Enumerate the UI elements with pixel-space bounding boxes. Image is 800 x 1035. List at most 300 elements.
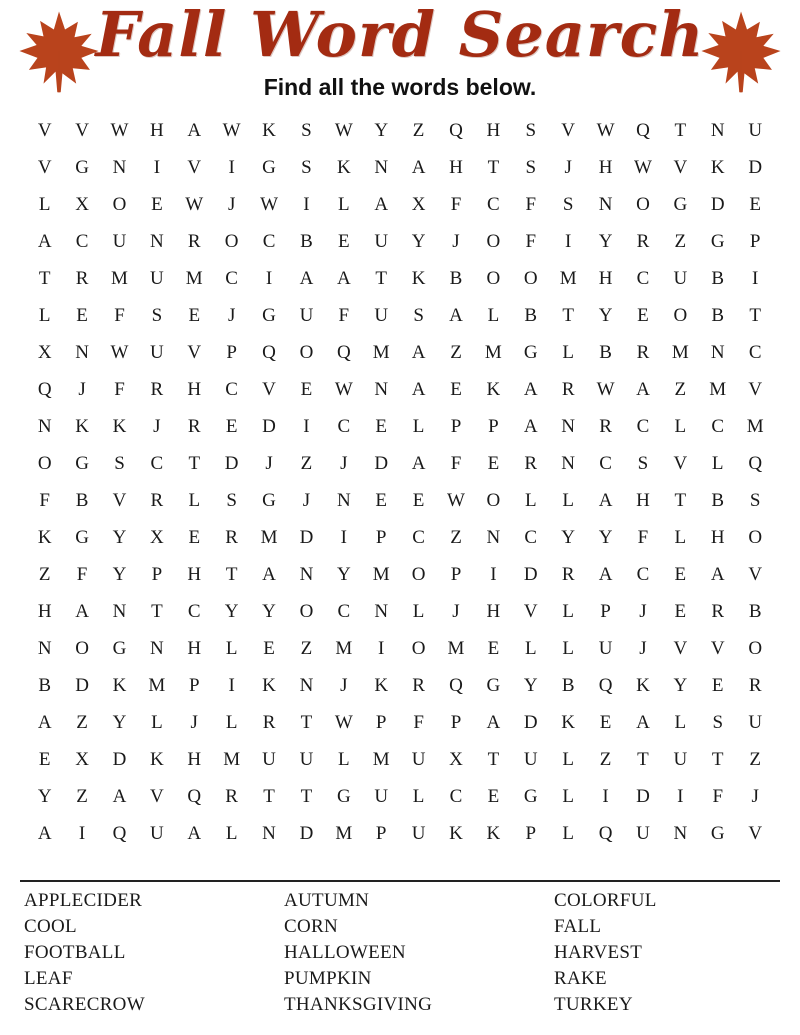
grid-cell[interactable]: Z [749, 749, 762, 770]
grid-cell[interactable]: R [187, 231, 201, 252]
grid-cell[interactable]: Q [748, 453, 763, 474]
grid-cell[interactable]: N [561, 453, 576, 474]
grid-cell[interactable]: M [223, 749, 241, 770]
grid-cell[interactable]: C [225, 379, 238, 400]
grid-cell[interactable]: U [299, 749, 314, 770]
grid-cell[interactable]: H [598, 268, 613, 289]
grid-cell[interactable]: Y [224, 601, 239, 622]
grid-cell[interactable]: I [565, 231, 572, 252]
grid-cell[interactable]: S [749, 490, 761, 511]
grid-cell[interactable]: L [562, 786, 574, 807]
grid-cell[interactable]: A [411, 379, 426, 400]
grid-cell[interactable]: L [412, 601, 425, 622]
grid-cell[interactable]: J [227, 194, 236, 215]
grid-cell[interactable]: K [636, 675, 650, 696]
grid-cell[interactable]: S [151, 305, 163, 326]
grid-cell[interactable]: G [75, 453, 89, 474]
grid-cell[interactable]: Z [300, 453, 313, 474]
grid-cell[interactable]: U [748, 712, 763, 733]
grid-cell[interactable]: L [674, 712, 687, 733]
grid-cell[interactable]: F [39, 490, 50, 511]
grid-cell[interactable]: G [673, 194, 688, 215]
grid-cell[interactable]: K [561, 712, 576, 733]
grid-cell[interactable]: N [37, 416, 52, 437]
grid-cell[interactable]: L [562, 601, 574, 622]
grid-cell[interactable]: N [112, 157, 127, 178]
grid-cell[interactable]: H [449, 157, 463, 178]
grid-cell[interactable]: H [598, 157, 613, 178]
grid-cell[interactable]: L [711, 453, 724, 474]
grid-cell[interactable]: R [599, 416, 612, 437]
grid-cell[interactable]: U [299, 305, 314, 326]
grid-cell[interactable]: C [337, 416, 351, 437]
grid-cell[interactable]: V [523, 601, 538, 622]
grid-cell[interactable]: P [450, 564, 462, 585]
grid-cell[interactable]: W [447, 490, 465, 511]
grid-cell[interactable]: K [262, 675, 276, 696]
grid-cell[interactable]: E [38, 749, 51, 770]
grid-cell[interactable]: P [525, 823, 537, 844]
grid-cell[interactable]: J [78, 379, 86, 400]
grid-cell[interactable]: V [748, 823, 763, 844]
grid-cell[interactable]: Z [450, 527, 462, 548]
grid-cell[interactable]: B [711, 305, 725, 326]
grid-cell[interactable]: A [411, 342, 426, 363]
grid-cell[interactable]: U [673, 268, 688, 289]
grid-cell[interactable]: Y [112, 527, 127, 548]
grid-cell[interactable]: U [523, 749, 538, 770]
grid-cell[interactable]: Z [76, 712, 88, 733]
grid-cell[interactable]: E [76, 305, 88, 326]
grid-cell[interactable]: T [38, 268, 51, 289]
grid-cell[interactable]: K [112, 416, 127, 437]
grid-cell[interactable]: M [709, 379, 727, 400]
grid-cell[interactable]: J [227, 305, 236, 326]
grid-cell[interactable]: A [75, 601, 89, 622]
grid-cell[interactable]: E [375, 416, 388, 437]
grid-cell[interactable]: A [636, 712, 650, 733]
grid-cell[interactable]: C [487, 194, 500, 215]
grid-cell[interactable]: E [188, 305, 201, 326]
grid-cell[interactable]: P [375, 823, 387, 844]
grid-cell[interactable]: W [596, 379, 615, 400]
grid-cell[interactable]: D [748, 157, 763, 178]
grid-cell[interactable]: W [260, 194, 278, 215]
grid-cell[interactable]: J [452, 601, 460, 622]
grid-cell[interactable]: E [711, 675, 724, 696]
grid-cell[interactable]: G [262, 157, 276, 178]
grid-cell[interactable]: F [114, 379, 125, 400]
grid-cell[interactable]: F [76, 564, 88, 585]
grid-cell[interactable]: F [525, 231, 537, 252]
grid-cell[interactable]: K [411, 268, 426, 289]
grid-cell[interactable]: R [412, 675, 425, 696]
grid-cell[interactable]: B [449, 268, 463, 289]
grid-cell[interactable]: R [150, 490, 164, 511]
grid-cell[interactable]: D [299, 823, 314, 844]
grid-cell[interactable]: V [673, 638, 688, 659]
grid-cell[interactable]: O [486, 490, 501, 511]
grid-cell[interactable]: I [228, 675, 235, 696]
grid-cell[interactable]: D [75, 675, 89, 696]
grid-cell[interactable]: Z [38, 564, 51, 585]
grid-cell[interactable]: H [486, 601, 501, 622]
grid-cell[interactable]: Y [561, 527, 576, 548]
grid-cell[interactable]: J [340, 675, 348, 696]
grid-cell[interactable]: W [110, 342, 129, 363]
grid-cell[interactable]: N [75, 342, 89, 363]
grid-cell[interactable]: J [452, 231, 460, 252]
grid-cell[interactable]: J [265, 453, 273, 474]
grid-cell[interactable]: Y [262, 601, 276, 622]
grid-cell[interactable]: Z [599, 749, 612, 770]
grid-cell[interactable]: T [300, 712, 313, 733]
grid-cell[interactable]: E [225, 416, 238, 437]
grid-cell[interactable]: S [525, 120, 537, 141]
grid-cell[interactable]: G [523, 342, 538, 363]
grid-cell[interactable]: M [335, 638, 353, 659]
grid-cell[interactable]: T [487, 749, 500, 770]
grid-cell[interactable]: I [340, 527, 347, 548]
grid-cell[interactable]: A [411, 157, 426, 178]
grid-cell[interactable]: A [37, 712, 52, 733]
grid-cell[interactable]: Y [336, 564, 351, 585]
grid-cell[interactable]: U [598, 638, 613, 659]
grid-cell[interactable]: G [710, 231, 725, 252]
grid-cell[interactable]: T [375, 268, 388, 289]
grid-cell[interactable]: F [413, 712, 424, 733]
grid-cell[interactable]: O [486, 268, 501, 289]
grid-cell[interactable]: Y [598, 527, 613, 548]
grid-cell[interactable]: A [636, 379, 650, 400]
grid-cell[interactable]: T [749, 305, 762, 326]
grid-cell[interactable]: A [187, 823, 202, 844]
grid-cell[interactable]: S [301, 157, 312, 178]
grid-cell[interactable]: J [190, 712, 198, 733]
grid-cell[interactable]: W [185, 194, 204, 215]
grid-cell[interactable]: I [490, 564, 497, 585]
grid-cell[interactable]: A [598, 564, 613, 585]
grid-cell[interactable]: H [187, 564, 202, 585]
grid-cell[interactable]: Y [112, 712, 127, 733]
grid-cell[interactable]: G [336, 786, 351, 807]
grid-cell[interactable]: V [187, 157, 202, 178]
grid-cell[interactable]: H [150, 120, 164, 141]
grid-cell[interactable]: A [262, 564, 276, 585]
grid-cell[interactable]: N [299, 675, 314, 696]
grid-cell[interactable]: U [374, 305, 389, 326]
grid-cell[interactable]: E [599, 712, 612, 733]
grid-cell[interactable]: Y [374, 120, 389, 141]
grid-cell[interactable]: F [450, 194, 462, 215]
grid-cell[interactable]: E [151, 194, 163, 215]
grid-cell[interactable]: F [450, 453, 462, 474]
grid-cell[interactable]: T [188, 453, 201, 474]
grid-cell[interactable]: Y [411, 231, 426, 252]
grid-cell[interactable]: A [187, 120, 202, 141]
grid-cell[interactable]: M [671, 342, 689, 363]
grid-cell[interactable]: H [37, 601, 52, 622]
grid-cell[interactable]: Y [112, 564, 127, 585]
grid-cell[interactable]: T [151, 601, 163, 622]
grid-cell[interactable]: C [636, 268, 650, 289]
grid-cell[interactable]: C [225, 268, 238, 289]
grid-cell[interactable]: E [487, 638, 500, 659]
grid-cell[interactable]: I [677, 786, 684, 807]
grid-cell[interactable]: R [711, 601, 725, 622]
grid-cell[interactable]: I [78, 823, 86, 844]
grid-cell[interactable]: K [262, 120, 276, 141]
grid-cell[interactable]: L [225, 823, 238, 844]
grid-cell[interactable]: S [637, 453, 649, 474]
grid-cell[interactable]: P [450, 416, 462, 437]
grid-cell[interactable]: O [748, 638, 763, 659]
grid-cell[interactable]: V [673, 453, 688, 474]
grid-cell[interactable]: K [486, 823, 501, 844]
grid-cell[interactable]: X [150, 527, 164, 548]
grid-cell[interactable]: P [151, 564, 163, 585]
grid-cell[interactable]: H [187, 638, 202, 659]
grid-cell[interactable]: N [336, 490, 351, 511]
grid-cell[interactable]: G [523, 786, 538, 807]
grid-cell[interactable]: R [225, 786, 238, 807]
grid-cell[interactable]: R [636, 231, 650, 252]
grid-cell[interactable]: A [523, 379, 538, 400]
grid-cell[interactable]: I [602, 786, 609, 807]
grid-cell[interactable]: T [300, 786, 313, 807]
grid-cell[interactable]: K [37, 527, 52, 548]
grid-cell[interactable]: W [633, 157, 652, 178]
grid-cell[interactable]: P [375, 527, 387, 548]
grid-cell[interactable]: L [674, 527, 687, 548]
grid-cell[interactable]: W [110, 120, 129, 141]
grid-cell[interactable]: K [112, 675, 127, 696]
grid-cell[interactable]: N [598, 194, 613, 215]
grid-cell[interactable]: Y [598, 305, 613, 326]
grid-cell[interactable]: G [710, 823, 725, 844]
grid-cell[interactable]: L [524, 638, 537, 659]
grid-cell[interactable]: L [338, 194, 350, 215]
grid-cell[interactable]: S [562, 194, 574, 215]
grid-cell[interactable]: P [450, 712, 462, 733]
grid-cell[interactable]: N [150, 638, 164, 659]
grid-cell[interactable]: W [334, 120, 353, 141]
grid-cell[interactable]: C [636, 416, 650, 437]
grid-cell[interactable]: J [302, 490, 311, 511]
grid-cell[interactable]: K [374, 675, 389, 696]
grid-cell[interactable]: U [374, 231, 389, 252]
grid-cell[interactable]: V [748, 564, 763, 585]
grid-cell[interactable]: M [447, 638, 465, 659]
grid-cell[interactable]: P [188, 675, 200, 696]
grid-cell[interactable]: F [338, 305, 350, 326]
grid-cell[interactable]: W [222, 120, 241, 141]
grid-cell[interactable]: Y [523, 675, 538, 696]
grid-cell[interactable]: W [334, 379, 353, 400]
grid-cell[interactable]: M [372, 342, 390, 363]
grid-cell[interactable]: K [710, 157, 725, 178]
grid-cell[interactable]: M [185, 268, 203, 289]
grid-cell[interactable]: L [38, 305, 51, 326]
grid-cell[interactable]: L [562, 823, 574, 844]
grid-cell[interactable]: A [486, 712, 501, 733]
grid-cell[interactable]: R [262, 712, 276, 733]
grid-cell[interactable]: Q [262, 342, 276, 363]
grid-cell[interactable]: U [411, 749, 426, 770]
grid-cell[interactable]: E [749, 194, 762, 215]
grid-cell[interactable]: K [336, 157, 351, 178]
grid-cell[interactable]: R [561, 379, 575, 400]
grid-cell[interactable]: N [710, 342, 725, 363]
grid-cell[interactable]: H [187, 749, 202, 770]
grid-cell[interactable]: E [375, 490, 388, 511]
grid-cell[interactable]: R [524, 453, 538, 474]
grid-cell[interactable]: C [187, 601, 201, 622]
grid-cell[interactable]: V [187, 342, 202, 363]
grid-cell[interactable]: A [37, 231, 52, 252]
grid-cell[interactable]: A [598, 490, 613, 511]
grid-cell[interactable]: P [488, 416, 499, 437]
grid-cell[interactable]: O [411, 638, 426, 659]
grid-cell[interactable]: Q [598, 675, 613, 696]
grid-cell[interactable]: K [449, 823, 463, 844]
grid-cell[interactable]: N [374, 379, 389, 400]
grid-cell[interactable]: O [636, 194, 650, 215]
grid-cell[interactable]: A [299, 268, 314, 289]
grid-cell[interactable]: E [188, 527, 201, 548]
grid-cell[interactable]: T [487, 157, 500, 178]
grid-cell[interactable]: I [153, 157, 161, 178]
grid-cell[interactable]: H [486, 120, 501, 141]
grid-cell[interactable]: T [562, 305, 574, 326]
grid-cell[interactable]: B [711, 268, 725, 289]
grid-cell[interactable]: D [299, 527, 314, 548]
grid-cell[interactable]: M [746, 416, 764, 437]
grid-cell[interactable]: G [112, 638, 127, 659]
grid-cell[interactable]: I [378, 638, 385, 659]
grid-cell[interactable]: M [559, 268, 577, 289]
grid-cell[interactable]: V [37, 157, 52, 178]
grid-cell[interactable]: D [374, 453, 389, 474]
grid-cell[interactable]: U [374, 786, 389, 807]
grid-cell[interactable]: M [372, 564, 390, 585]
grid-cell[interactable]: B [599, 342, 612, 363]
grid-cell[interactable]: B [524, 305, 538, 326]
grid-cell[interactable]: K [150, 749, 164, 770]
grid-cell[interactable]: R [150, 379, 164, 400]
grid-cell[interactable]: Q [449, 120, 463, 141]
grid-cell[interactable]: S [114, 453, 125, 474]
grid-cell[interactable]: C [412, 527, 425, 548]
grid-cell[interactable]: U [262, 749, 276, 770]
grid-cell[interactable]: C [337, 601, 351, 622]
grid-cell[interactable]: E [487, 786, 500, 807]
grid-cell[interactable]: D [224, 453, 239, 474]
grid-cell[interactable]: Q [636, 120, 650, 141]
grid-cell[interactable]: O [523, 268, 538, 289]
grid-cell[interactable]: X [75, 194, 89, 215]
grid-cell[interactable]: X [75, 749, 89, 770]
grid-cell[interactable]: P [375, 712, 387, 733]
grid-cell[interactable]: C [636, 564, 650, 585]
grid-cell[interactable]: C [599, 453, 612, 474]
grid-cell[interactable]: L [338, 749, 350, 770]
grid-cell[interactable]: Q [37, 379, 52, 400]
grid-cell[interactable]: G [486, 675, 501, 696]
grid-cell[interactable]: H [187, 379, 202, 400]
grid-cell[interactable]: L [524, 490, 537, 511]
grid-cell[interactable]: F [114, 305, 125, 326]
grid-cell[interactable]: L [562, 638, 574, 659]
grid-cell[interactable]: B [711, 490, 725, 511]
grid-cell[interactable]: L [487, 305, 500, 326]
grid-cell[interactable]: E [263, 638, 275, 659]
grid-cell[interactable]: V [262, 379, 276, 400]
grid-cell[interactable]: Q [112, 823, 127, 844]
grid-cell[interactable]: O [112, 194, 127, 215]
grid-cell[interactable]: N [112, 601, 127, 622]
grid-cell[interactable]: D [710, 194, 725, 215]
grid-cell[interactable]: L [562, 490, 574, 511]
grid-cell[interactable]: O [299, 601, 314, 622]
grid-cell[interactable]: F [525, 194, 537, 215]
grid-cell[interactable]: V [150, 786, 164, 807]
grid-cell[interactable]: N [299, 564, 314, 585]
grid-cell[interactable]: R [636, 342, 650, 363]
grid-cell[interactable]: D [112, 749, 127, 770]
grid-cell[interactable]: X [37, 342, 52, 363]
grid-cell[interactable]: U [150, 342, 164, 363]
grid-cell[interactable]: H [710, 527, 725, 548]
grid-cell[interactable]: O [224, 231, 239, 252]
grid-cell[interactable]: A [523, 416, 538, 437]
grid-cell[interactable]: L [38, 194, 51, 215]
grid-cell[interactable]: Q [598, 823, 613, 844]
grid-cell[interactable]: V [112, 490, 127, 511]
grid-cell[interactable]: R [187, 416, 201, 437]
grid-cell[interactable]: T [674, 120, 687, 141]
grid-cell[interactable]: B [38, 675, 52, 696]
grid-cell[interactable]: J [340, 453, 348, 474]
grid-cell[interactable]: G [262, 305, 276, 326]
grid-cell[interactable]: M [148, 675, 166, 696]
grid-cell[interactable]: A [336, 268, 351, 289]
grid-cell[interactable]: J [639, 601, 647, 622]
grid-cell[interactable]: Z [674, 231, 687, 252]
grid-cell[interactable]: G [75, 527, 89, 548]
grid-cell[interactable]: U [673, 749, 688, 770]
grid-cell[interactable]: F [637, 527, 649, 548]
grid-cell[interactable]: O [411, 564, 426, 585]
grid-cell[interactable]: N [374, 157, 389, 178]
grid-cell[interactable]: U [748, 120, 763, 141]
grid-cell[interactable]: E [338, 231, 350, 252]
grid-cell[interactable]: I [303, 194, 310, 215]
grid-cell[interactable]: K [75, 416, 89, 437]
grid-cell[interactable]: P [749, 231, 761, 252]
grid-cell[interactable]: J [153, 416, 161, 437]
grid-cell[interactable]: C [748, 342, 762, 363]
grid-cell[interactable]: G [262, 490, 276, 511]
grid-cell[interactable]: A [411, 453, 426, 474]
grid-cell[interactable]: L [225, 712, 238, 733]
grid-cell[interactable]: E [637, 305, 649, 326]
grid-cell[interactable]: A [112, 786, 127, 807]
grid-cell[interactable]: P [600, 601, 611, 622]
grid-cell[interactable]: T [637, 749, 649, 770]
grid-cell[interactable]: B [75, 490, 89, 511]
grid-cell[interactable]: T [225, 564, 238, 585]
